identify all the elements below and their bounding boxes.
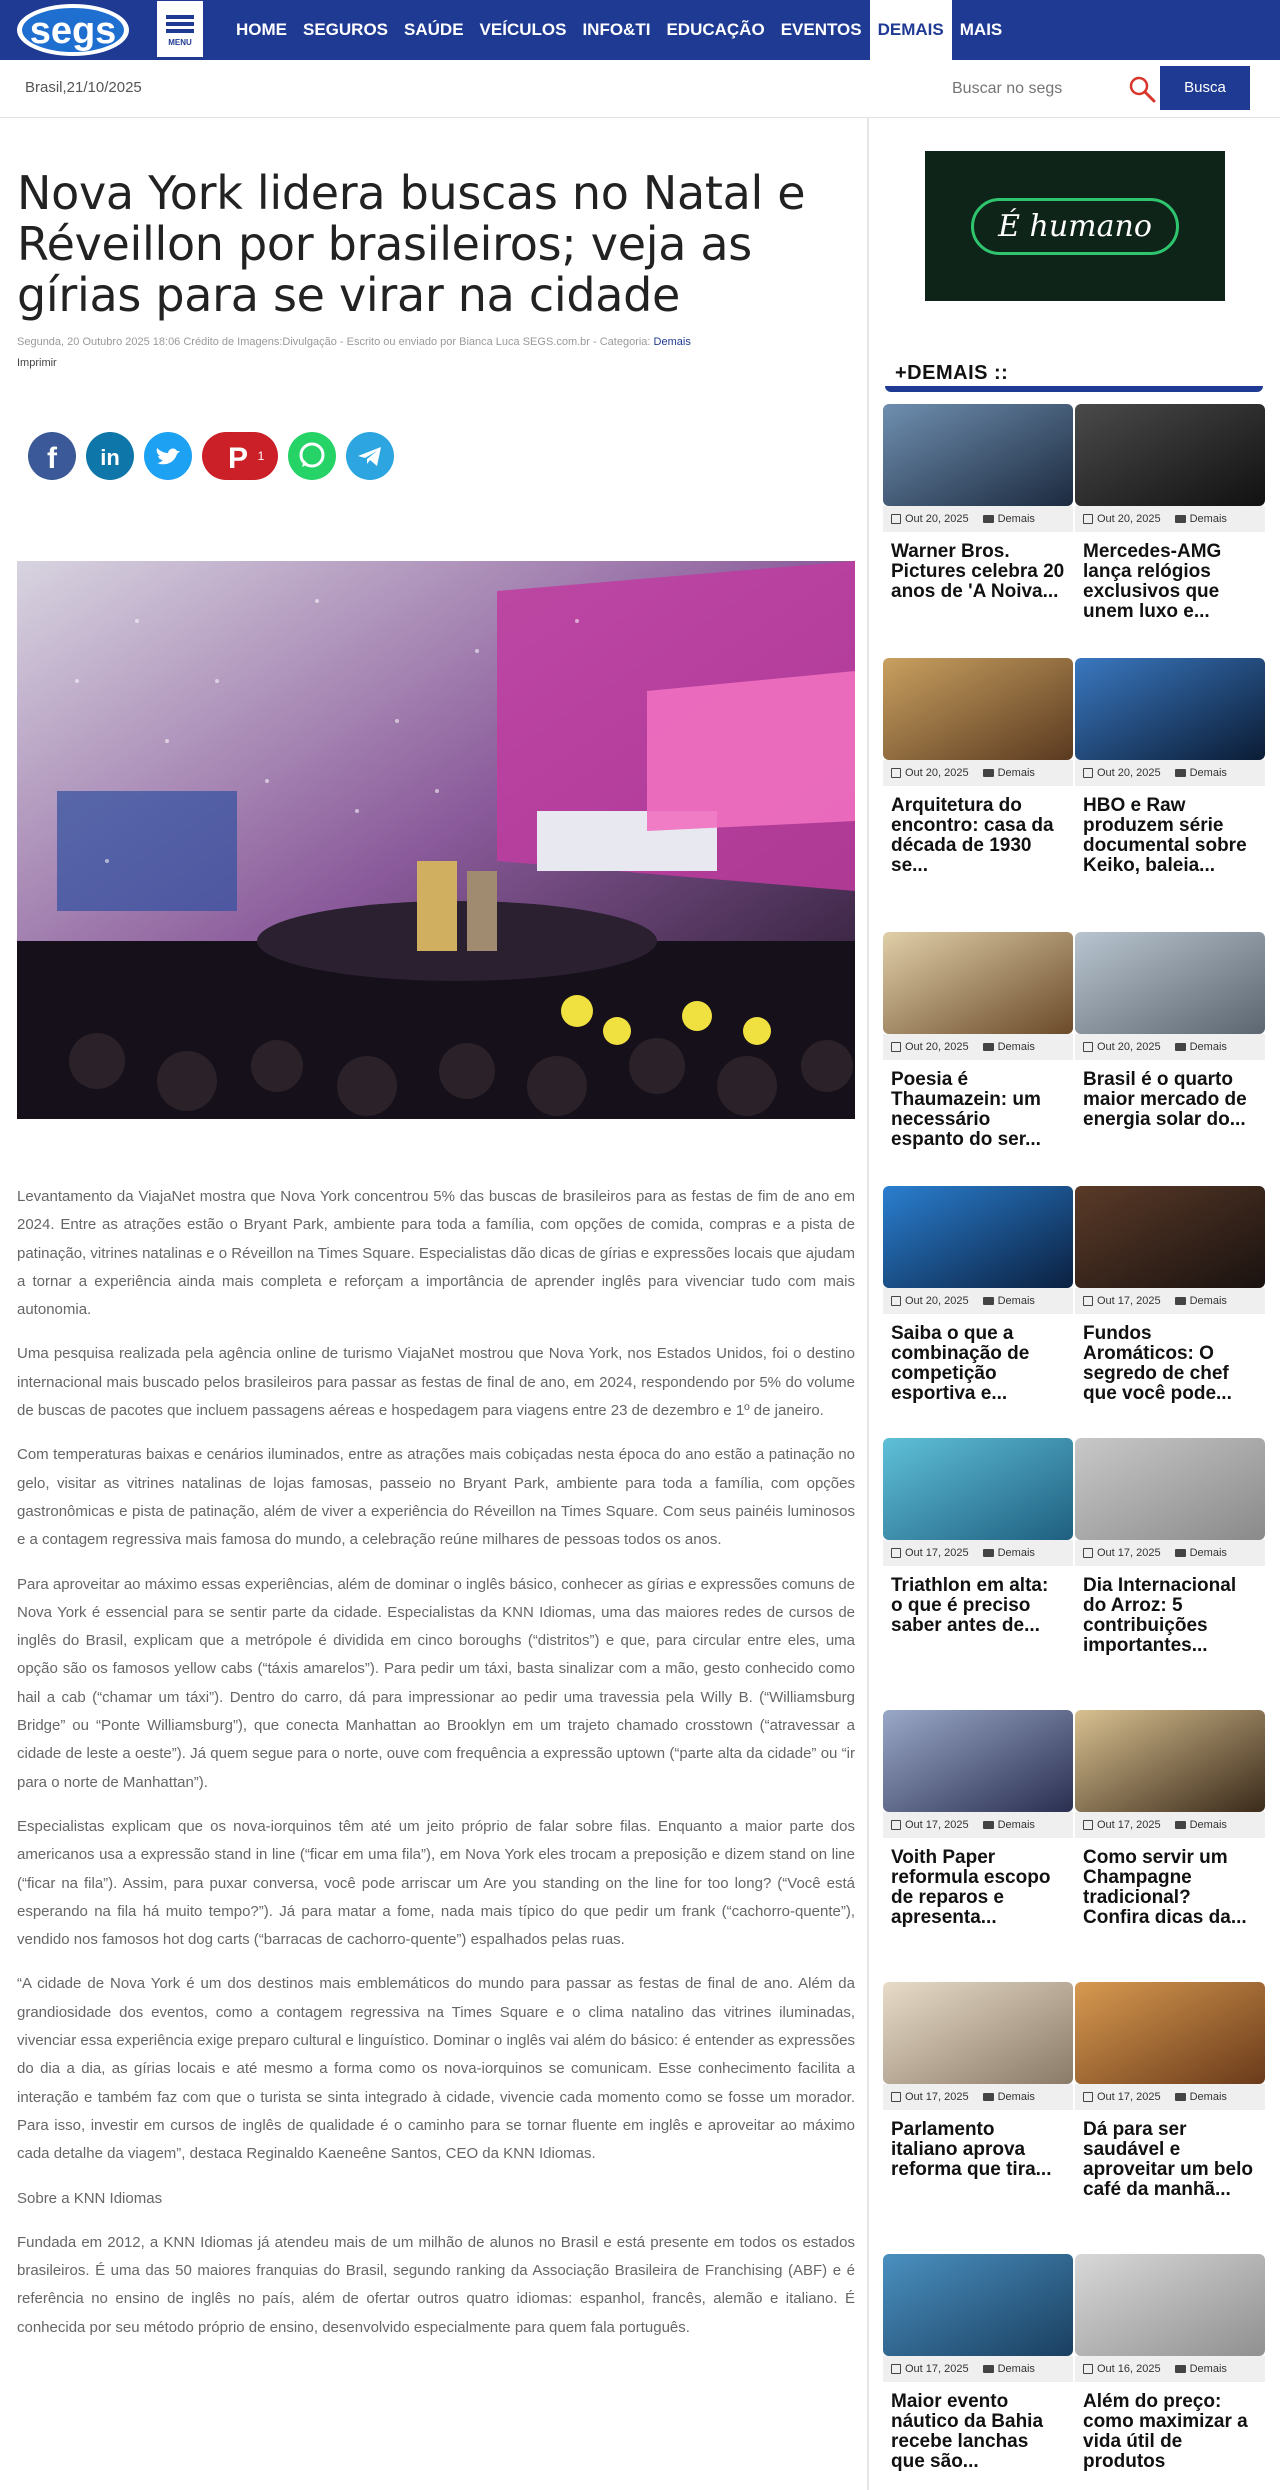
sidebar-heading-text: +DEMAIS :: <box>895 362 1009 384</box>
card-meta <box>883 1540 1073 1566</box>
card-thumbnail[interactable] <box>883 1186 1073 1288</box>
card-meta <box>1075 1288 1265 1314</box>
calendar-icon <box>891 1042 901 1052</box>
card-category[interactable]: Demais <box>997 2091 1035 2103</box>
card-category[interactable]: Demais <box>997 2363 1035 2375</box>
card-title[interactable]: Dia Internacional do Arroz: 5 contribuições importantes... <box>1083 1575 1237 1656</box>
card-meta <box>883 506 1073 532</box>
twitter-share-button[interactable] <box>144 432 192 480</box>
article-body <box>17 1183 855 2342</box>
twitter-bird-icon <box>144 432 192 480</box>
nav-seguros[interactable]: SEGUROS <box>303 20 389 39</box>
whatsapp-share-button[interactable] <box>288 432 336 480</box>
card-title[interactable]: Voith Paper reformula escopo de reparos e apresenta... <box>891 1847 1051 1928</box>
folder-icon <box>983 1297 994 1305</box>
card-date: Out 16, 2025 <box>1097 2363 1161 2375</box>
card-thumbnail[interactable] <box>1075 404 1265 506</box>
nav-infoti[interactable]: INFO&TI <box>582 20 651 39</box>
linkedin-share-button[interactable] <box>86 432 134 480</box>
top-navbar <box>0 0 1280 60</box>
card-category[interactable]: Demais <box>997 513 1035 525</box>
card-meta <box>1075 1812 1265 1838</box>
card-thumbnail[interactable] <box>883 932 1073 1034</box>
card-meta <box>1075 760 1265 786</box>
card-thumbnail[interactable] <box>1075 1186 1265 1288</box>
card-date: Out 17, 2025 <box>905 1819 969 1831</box>
pinterest-count: 1 <box>257 449 265 463</box>
card-meta <box>883 2084 1073 2110</box>
card-title[interactable]: HBO e Raw produzem série documental sobre Keiko, baleia... <box>1083 795 1247 876</box>
folder-icon <box>983 2365 994 2373</box>
article-subheading: Sobre a KNN Idiomas <box>17 2189 163 2207</box>
card-thumbnail[interactable] <box>883 404 1073 506</box>
card-meta <box>883 1034 1073 1060</box>
card-date: Out 17, 2025 <box>905 2363 969 2375</box>
card-title[interactable]: Warner Bros. Pictures celebra 20 anos de 'A Noiva... <box>891 541 1065 602</box>
main-nav <box>228 0 1010 60</box>
card-date: Out 17, 2025 <box>1097 1819 1161 1831</box>
folder-icon <box>983 1043 994 1051</box>
calendar-icon <box>1083 514 1093 524</box>
article-paragraph: Uma pesquisa realizada pela agência online de turismo ViajaNet mostrou que Nova York, nos Estados Unidos, foi o destino internacional mais buscado pelos brasileiros para passar as festas de final de ano, em 2024, respondendo por 5% do volume de buscas de pacotes que incluem passagens aéreas e hospedagem para viagens entre 23 de dezembro e 1º de janeiro. <box>17 1345 855 1420</box>
folder-icon <box>1175 2093 1186 2101</box>
sidebar-news-card[interactable] <box>883 1438 1073 1636</box>
search-icon[interactable] <box>1127 74 1157 104</box>
card-category[interactable]: Demais <box>1189 2091 1227 2103</box>
folder-icon <box>1175 769 1186 777</box>
card-meta <box>1075 2084 1265 2110</box>
article-category-link[interactable]: Demais <box>653 336 691 348</box>
svg-text:in: in <box>100 445 120 470</box>
sidebar-news-card[interactable] <box>1075 2254 1265 2472</box>
sidebar-news-card[interactable] <box>883 1186 1073 1404</box>
calendar-icon <box>891 1820 901 1830</box>
card-meta <box>883 1288 1073 1314</box>
folder-icon <box>1175 1297 1186 1305</box>
card-thumbnail[interactable] <box>1075 1710 1265 1812</box>
print-link[interactable]: Imprimir <box>17 357 57 369</box>
card-title[interactable]: Poesia é Thaumazein: um necessário espanto do ser... <box>891 1069 1041 1150</box>
card-thumbnail[interactable] <box>1075 658 1265 760</box>
sidebar-news-card[interactable] <box>883 658 1073 876</box>
pinterest-icon <box>216 432 256 480</box>
facebook-icon <box>28 432 76 480</box>
calendar-icon <box>1083 1820 1093 1830</box>
card-date: Out 17, 2025 <box>905 2091 969 2103</box>
article-paragraph: “A cidade de Nova York é um dos destinos mais emblemáticos do mundo para passar as festas de final de ano. Além da grandiosidade dos eventos, como a contagem regressiva na Times Square e o clima natalino das vitrines iluminadas, vivenciar essa experiência exige preparo cultural e linguístico. Dominar o inglês vai além do básico: é entender as expressões do dia a dia, as gírias locais e até mesmo a forma como os nova-iorquinos se comunicam. Esse conhecimento facilita a interação e também faz com que o turista se sinta integrado à cidade, vivencie cada momento como se fosse um morador. Para isso, investir em cursos de inglês de qualidade é o caminho para se tornar fluente em inglês e aproveitar ao máximo cada detalhe da viagem”, destaca Reginaldo Kaeneêne Santos, CEO da KNN Idiomas. <box>17 1975 855 2163</box>
svg-text:P: P <box>227 442 248 475</box>
card-title[interactable]: Triathlon em alta: o que é preciso saber antes de... <box>891 1575 1049 1636</box>
card-title[interactable]: Como servir um Champagne tradicional? Confira dicas da... <box>1083 1847 1247 1928</box>
sidebar-news-card[interactable] <box>1075 1186 1265 1404</box>
calendar-icon <box>891 1548 901 1558</box>
sidebar-news-card[interactable] <box>1075 1438 1265 1656</box>
card-date: Out 17, 2025 <box>1097 1547 1161 1559</box>
search-input[interactable] <box>940 70 1120 108</box>
card-thumbnail[interactable] <box>883 1438 1073 1540</box>
nav-saude[interactable]: SAÚDE <box>404 20 464 39</box>
card-meta <box>1075 2356 1265 2382</box>
calendar-icon <box>1083 1548 1093 1558</box>
card-category[interactable]: Demais <box>997 767 1035 779</box>
sidebar-news-card[interactable] <box>1075 658 1265 876</box>
date-search-bar <box>0 60 1280 118</box>
card-date: Out 20, 2025 <box>905 513 969 525</box>
card-category[interactable]: Demais <box>997 1819 1035 1831</box>
card-category[interactable]: Demais <box>1189 1547 1227 1559</box>
card-date: Out 20, 2025 <box>905 1041 969 1053</box>
folder-icon <box>1175 1549 1186 1557</box>
nav-home[interactable]: HOME <box>236 20 287 39</box>
folder-icon <box>1175 1821 1186 1829</box>
card-title[interactable]: Parlamento italiano aprova reforma que tira... <box>891 2119 1052 2180</box>
calendar-icon <box>1083 1296 1093 1306</box>
card-meta <box>1075 506 1265 532</box>
ad-text: É humano <box>971 198 1179 255</box>
sidebar-news-card[interactable] <box>1075 1710 1265 1928</box>
card-date: Out 20, 2025 <box>905 767 969 779</box>
nav-veiculos[interactable]: VEÍCULOS <box>479 20 567 39</box>
sidebar-news-card[interactable] <box>883 404 1073 602</box>
hamburger-icon <box>166 12 194 36</box>
nav-demais[interactable]: DEMAIS <box>870 0 952 60</box>
article-paragraph: Levantamento da ViajaNet mostra que Nova York concentrou 5% das buscas de brasileiros para as festas de fim de ano em 2024. Entre as atrações estão o Bryant Park, ambiente para toda a família, com opções de comida, compras e a pista de patinação, vitrines natalinas e o Réveillon na Times Square. Especialistas dão dicas de gírias e expressões locais que ajudam a tornar a experiência ainda mais completa e reforçam a importância de aprender inglês para vivenciar tudo com mais autonomia. <box>17 1188 855 1319</box>
sidebar-news-card[interactable] <box>883 1710 1073 1928</box>
telegram-share-button[interactable] <box>346 432 394 480</box>
calendar-icon <box>891 1296 901 1306</box>
folder-icon <box>983 769 994 777</box>
sidebar-news-card[interactable] <box>883 1982 1073 2180</box>
whatsapp-icon <box>288 432 336 480</box>
sidebar-news-card[interactable] <box>1075 932 1265 1130</box>
card-date: Out 17, 2025 <box>1097 1295 1161 1307</box>
card-date: Out 20, 2025 <box>1097 767 1161 779</box>
calendar-icon <box>891 2092 901 2102</box>
card-thumbnail[interactable] <box>883 1710 1073 1812</box>
calendar-icon <box>891 2364 901 2374</box>
card-category[interactable]: Demais <box>1189 1819 1227 1831</box>
calendar-icon <box>891 514 901 524</box>
card-thumbnail[interactable] <box>1075 932 1265 1034</box>
card-thumbnail[interactable] <box>883 658 1073 760</box>
segs-logo[interactable] <box>14 2 132 58</box>
linkedin-icon <box>86 432 134 480</box>
card-title[interactable]: Arquitetura do encontro: casa da década de 1930 se... <box>891 795 1054 876</box>
menu-button[interactable] <box>156 0 204 58</box>
article-paragraph: Para aproveitar ao máximo essas experiências, além de dominar o inglês básico, conhecer as gírias e expressões comuns de Nova York é essencial para se sentir parte da cidade. Especialistas da KNN Idiomas, uma das maiores redes de cursos de inglês do Brasil, explicam que a metrópole é dividida em cinco boroughs (“distritos”) e que, para circular entre eles, uma opção são os famosos yellow cabs (“táxis amarelos”). Para pedir um táxi, basta sinalizar com a mão, gesto conhecido como hail a cab (“chamar um táxi”). Dentro do carro, dá para impressionar ao pedir uma travessia pela Willy B. (“Williamsburg Bridge” ou “Ponte Williamsburg”), que conecta Manhattan ao Brooklyn em um trajeto chamado crosstown (“atravessar a cidade de leste a oeste”). Já quem segue para o norte, ouve com frequência a expressão uptown (“parte alta da cidade” ou “ir para o norte de Manhattan”). <box>17 1575 855 1791</box>
card-meta <box>883 1812 1073 1838</box>
logo-text: segs <box>29 10 117 52</box>
card-category[interactable]: Demais <box>1189 1041 1227 1053</box>
nav-educacao[interactable]: EDUCAÇÃO <box>666 20 765 39</box>
card-thumbnail[interactable] <box>1075 1438 1265 1540</box>
card-category[interactable]: Demais <box>1189 1295 1227 1307</box>
article-paragraph: Fundada em 2012, a KNN Idiomas já atendeu mais de um milhão de alunos no Brasil e está presente em todos os estados brasileiros. É uma das 50 maiores franquias do Brasil, segundo ranking da Associação Brasileira de Franchising (ABF) e é referência no ensino de inglês no país, além de ofertar outros quatro idiomas: espanhol, francês, alemão e italiano. É conhecida por seu método próprio de ensino, desenvolvido especialmente para quem fala português. <box>17 2233 855 2336</box>
article <box>17 118 855 2358</box>
sidebar-news-card[interactable] <box>1075 1982 1265 2200</box>
card-date: Out 20, 2025 <box>905 1295 969 1307</box>
sidebar-heading-underline <box>885 386 1263 392</box>
article-meta <box>17 335 855 349</box>
card-category[interactable]: Demais <box>997 1547 1035 1559</box>
card-title[interactable]: Mercedes-AMG lança relógios exclusivos que unem luxo e... <box>1083 541 1222 622</box>
sidebar-news-card[interactable] <box>883 932 1073 1150</box>
card-meta <box>883 760 1073 786</box>
card-category[interactable]: Demais <box>1189 2363 1227 2375</box>
folder-icon <box>983 1821 994 1829</box>
card-title[interactable]: Dá para ser saudável e aproveitar um belo café da manhã... <box>1083 2119 1253 2200</box>
calendar-icon <box>891 768 901 778</box>
card-thumbnail[interactable] <box>883 2254 1073 2356</box>
card-title[interactable]: Fundos Aromáticos: O segredo de chef que você pode... <box>1083 1323 1232 1404</box>
card-date: Out 20, 2025 <box>1097 513 1161 525</box>
calendar-icon <box>1083 2092 1093 2102</box>
svg-text:f: f <box>47 442 57 475</box>
folder-icon <box>1175 515 1186 523</box>
card-date: Out 17, 2025 <box>905 1547 969 1559</box>
article-hero-image <box>17 561 855 1119</box>
card-category[interactable]: Demais <box>1189 767 1227 779</box>
search-button[interactable]: Busca <box>1160 66 1250 110</box>
card-title[interactable]: Saiba o que a combinação de competição esportiva e... <box>891 1323 1030 1404</box>
card-title[interactable]: Brasil é o quarto maior mercado de energia solar do... <box>1083 1069 1247 1130</box>
card-title[interactable]: Maior evento náutico da Bahia recebe lanchas que são... <box>891 2391 1044 2472</box>
card-thumbnail[interactable] <box>1075 1982 1265 2084</box>
card-category[interactable]: Demais <box>997 1295 1035 1307</box>
calendar-icon <box>1083 2364 1093 2374</box>
article-paragraph: Especialistas explicam que os nova-iorquinos têm até um jeito próprio de falar sobre filas. Enquanto a maior parte dos americanos usa a expressão stand in line (“ficar em uma fila”), em Nova York eles trocam a preposição e dizem stand on line (“ficar na fila”). Assim, para puxar conversa, você pode arriscar um Are you standing on the line for too long? (“Você está esperando na fila há muito tempo?”). Já para matar a fome, nada mais típico do que pedir um frank (“cachorro-quente”), vendido nos famosos hot dog carts (“barracas de cachorro-quente”) espalhados pelas ruas. <box>17 1817 855 1949</box>
card-category[interactable]: Demais <box>997 1041 1035 1053</box>
sidebar-heading <box>885 358 1263 392</box>
current-date: Brasil,21/10/2025 <box>25 79 142 96</box>
article-paragraph: Com temperaturas baixas e cenários iluminados, entre as atrações mais cobiçadas nesta época do ano estão a patinação no gelo, visitar as vitrines natalinas de lojas famosas, passeio no Bryant Park, ambiente para toda a família, com opções gastronômicas e pista de patinação, além de viver a experiência do Réveillon na Times Square. Com seus painéis luminosos e a contagem regressiva mais famosa do mundo, a celebração reúne milhares de pessoas todos os anos. <box>17 1446 855 1549</box>
telegram-icon <box>346 432 394 480</box>
folder-icon <box>983 1549 994 1557</box>
calendar-icon <box>1083 1042 1093 1052</box>
folder-icon <box>983 2093 994 2101</box>
card-meta <box>1075 1034 1265 1060</box>
card-date: Out 20, 2025 <box>1097 1041 1161 1053</box>
card-thumbnail[interactable] <box>1075 2254 1265 2356</box>
folder-icon <box>1175 1043 1186 1051</box>
nav-eventos[interactable]: EVENTOS <box>780 20 862 39</box>
sidebar-news-card[interactable] <box>1075 404 1265 622</box>
card-meta <box>883 2356 1073 2382</box>
facebook-share-button[interactable] <box>28 432 76 480</box>
folder-icon <box>1175 2365 1186 2373</box>
sidebar-news-card[interactable] <box>883 2254 1073 2472</box>
card-thumbnail[interactable] <box>883 1982 1073 2084</box>
share-buttons <box>28 431 855 481</box>
article-title: Nova York lidera buscas no Natal e Réveillon por brasileiros; veja as gírias para se virar na cidade <box>17 166 806 322</box>
card-category[interactable]: Demais <box>1189 513 1227 525</box>
times-square-celebration-image <box>17 561 855 1119</box>
nav-mais[interactable]: MAIS <box>959 20 1003 39</box>
calendar-icon <box>1083 768 1093 778</box>
ad-banner[interactable] <box>925 151 1225 301</box>
card-date: Out 17, 2025 <box>1097 2091 1161 2103</box>
folder-icon <box>983 515 994 523</box>
article-meta-text: Segunda, 20 Outubro 2025 18:06 Crédito de Imagens:Divulgação - Escrito ou enviado por Bianca Luca SEGS.com.br - Categoria: <box>17 336 654 348</box>
menu-label: MENU <box>168 37 192 47</box>
card-meta <box>1075 1540 1265 1566</box>
column-divider <box>867 118 869 2490</box>
pinterest-share-button[interactable] <box>202 432 278 480</box>
card-title[interactable]: Além do preço: como maximizar a vida útil de produtos <box>1083 2391 1248 2472</box>
